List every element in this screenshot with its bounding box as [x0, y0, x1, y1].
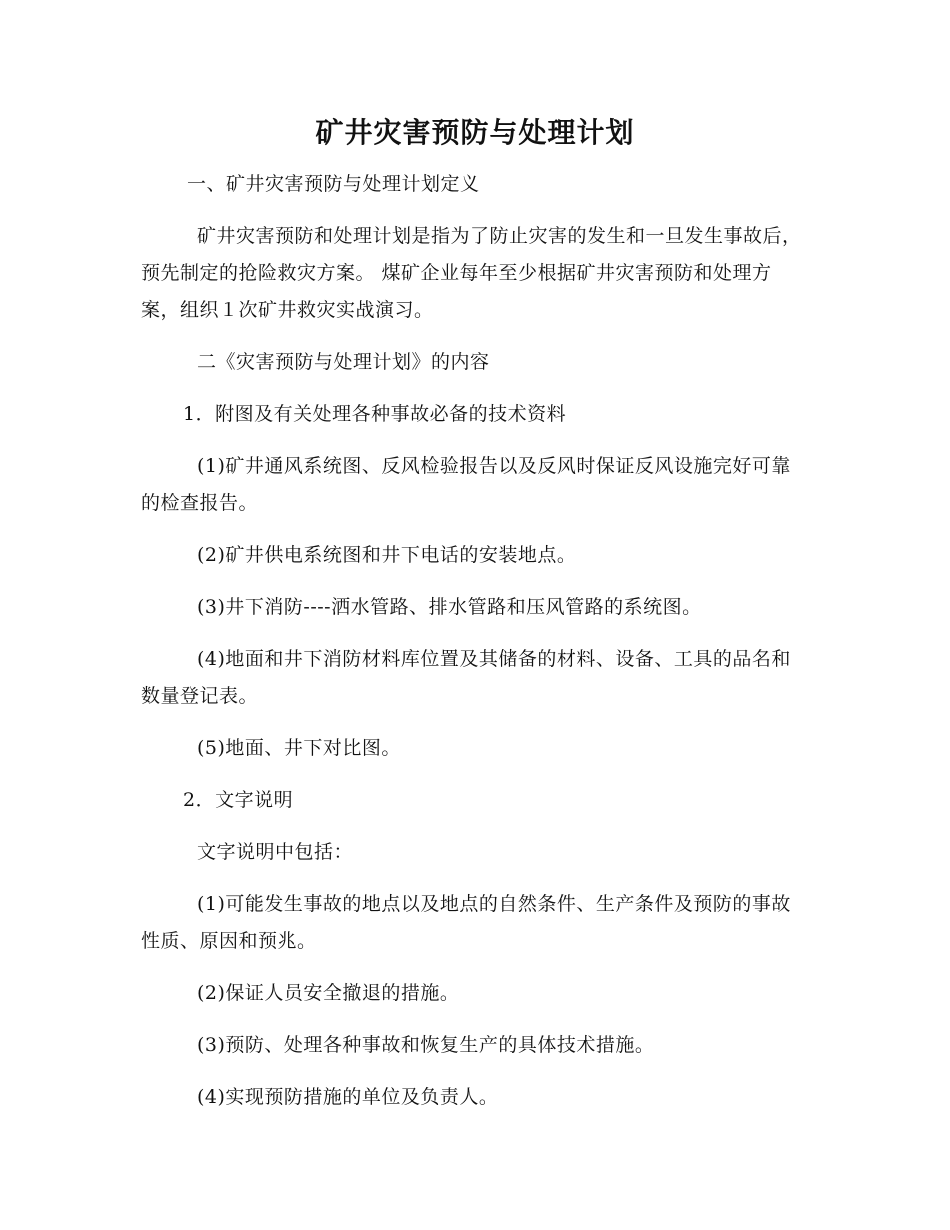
document-title: 矿井灾害预防与处理计划 — [315, 116, 635, 149]
item2-point-4: (4)实现预防措施的单位及负责人。 — [197, 1086, 499, 1108]
item1-point-1: (1)矿井通风系统图、反风检验报告以及反风时保证反风设施完好可靠的检查报告。 — [141, 455, 791, 514]
item1-point-2: (2)矿井供电系统图和井下电话的安装地点。 — [197, 544, 577, 566]
item1-point-4: (4)地面和井下消防材料库位置及其储备的材料、设备、工具的品名和数量登记表。 — [141, 648, 791, 707]
item2-heading: 2．文字说明 — [183, 789, 294, 811]
item1-point-5: (5)地面、井下对比图。 — [197, 737, 401, 759]
item2-point-2: (2)保证人员安全撤退的措施。 — [197, 982, 460, 1004]
item1-heading: 1．附图及有关处理各种事故必备的技术资料 — [183, 403, 567, 425]
item2-point-3: (3)预防、处理各种事故和恢复生产的具体技术措施。 — [197, 1034, 655, 1056]
section1-paragraph: 矿井灾害预防和处理计划是指为了防止灾害的发生和一旦发生事故后，预先制定的抢险救灾方案。 煤矿企业每年至少根据矿井灾害预防和处理方案，组织１次矿井救灾实战演习。 — [141, 225, 802, 321]
section1-heading: 一、矿井灾害预防与处理计划定义 — [187, 173, 480, 195]
section2-heading: 二《灾害预防与处理计划》的内容 — [197, 351, 490, 373]
item1-point-3: (3)井下消防----洒水管路、排水管路和压风管路的系统图。 — [197, 596, 702, 618]
item2-intro: 文字说明中包括： — [197, 841, 354, 863]
item2-point-1: (1)可能发生事故的地点以及地点的自然条件、生产条件及预防的事故性质、原因和预兆。 — [141, 893, 791, 952]
document-body — [141, 166, 803, 1116]
